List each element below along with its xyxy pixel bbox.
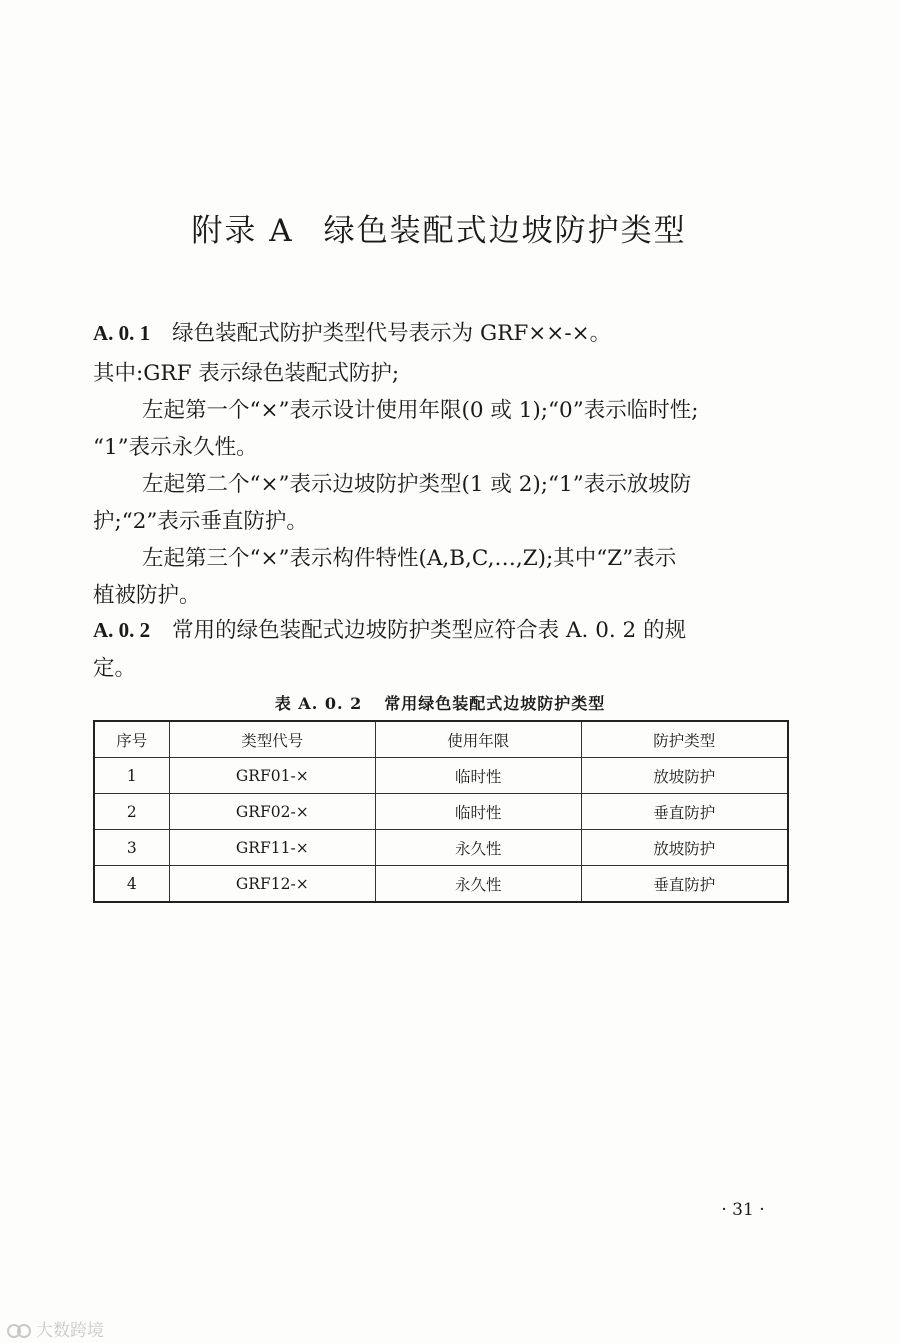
cell-service-life: 临时性 — [376, 794, 581, 830]
clause-text: 绿色装配式防护类型代号表示为 GRF××-×。 — [172, 321, 612, 346]
table-caption — [0, 691, 880, 714]
clause-number: A. 0. 1 — [93, 321, 151, 345]
cell-seq: 1 — [94, 758, 169, 794]
watermark-logo-icon — [6, 1321, 32, 1341]
appendix-label: 附录 A — [191, 213, 294, 249]
clause-a01-line4: “1”表示永久性。 — [93, 435, 258, 460]
cell-protection-type: 垂直防护 — [581, 794, 788, 830]
clause-a01-line8: 植被防护。 — [93, 583, 201, 608]
cell-service-life: 永久性 — [376, 866, 581, 903]
table-row — [94, 794, 788, 830]
clause-number: A. 0. 2 — [93, 618, 151, 642]
clause-a01-line5: 左起第二个“×”表示边坡防护类型(1 或 2);“1”表示放坡防 — [142, 472, 692, 497]
table-caption-title: 常用绿色装配式边坡防护类型 — [384, 694, 606, 713]
table-row — [94, 866, 788, 903]
cell-service-life: 永久性 — [376, 830, 581, 866]
cell-seq: 4 — [94, 866, 169, 903]
clause-a02-line1 — [93, 620, 686, 642]
table-row — [94, 830, 788, 866]
clause-a02-line2: 定。 — [93, 656, 137, 681]
cell-type-code: GRF12-× — [169, 866, 376, 903]
cell-seq: 3 — [94, 830, 169, 866]
cell-type-code: GRF11-× — [169, 830, 376, 866]
protection-type-table — [93, 720, 789, 903]
header-service-life: 使用年限 — [376, 721, 581, 758]
appendix-title — [0, 205, 878, 250]
watermark-text: 大数跨境 — [36, 1321, 104, 1341]
cell-protection-type: 放坡防护 — [581, 758, 788, 794]
cell-protection-type: 放坡防护 — [581, 830, 788, 866]
clause-a01-line6: 护;“2”表示垂直防护。 — [93, 509, 308, 534]
cell-service-life: 临时性 — [376, 758, 581, 794]
header-seq: 序号 — [94, 721, 169, 758]
clause-text: 常用的绿色装配式边坡防护类型应符合表 A. 0. 2 的规 — [172, 618, 687, 643]
appendix-heading: 绿色装配式边坡防护类型 — [323, 213, 687, 249]
clause-a01-line2: 其中:GRF 表示绿色装配式防护; — [93, 361, 400, 386]
cell-type-code: GRF02-× — [169, 794, 376, 830]
page-number: · 31 · — [721, 1200, 765, 1220]
header-type-code: 类型代号 — [169, 721, 376, 758]
clause-a01-line1 — [93, 323, 611, 345]
header-protection-type: 防护类型 — [581, 721, 788, 758]
clause-a01-line7: 左起第三个“×”表示构件特性(A,B,C,…,Z);其中“Z”表示 — [142, 546, 677, 571]
cell-seq: 2 — [94, 794, 169, 830]
cell-protection-type: 垂直防护 — [581, 866, 788, 903]
cell-type-code: GRF01-× — [169, 758, 376, 794]
table-header-row — [94, 721, 788, 758]
table-caption-number: 表 A. 0. 2 — [274, 694, 363, 713]
clause-a01-line3: 左起第一个“×”表示设计使用年限(0 或 1);“0”表示临时性; — [142, 398, 699, 423]
watermark — [6, 1316, 104, 1341]
table-row — [94, 758, 788, 794]
